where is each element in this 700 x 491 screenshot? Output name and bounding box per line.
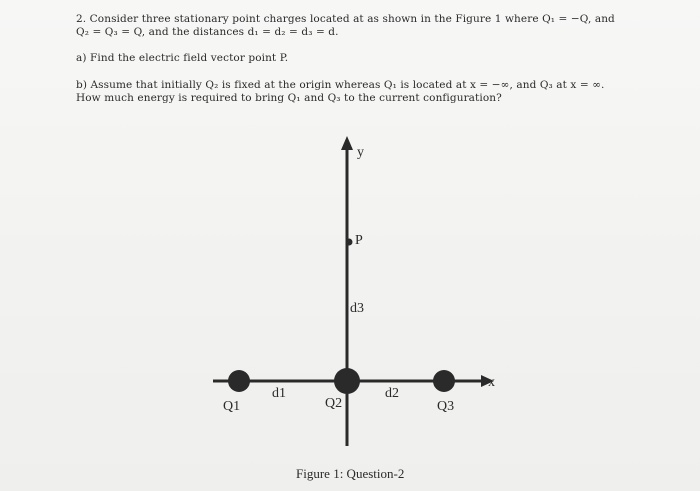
question-line-1: 2. Consider three stationary point charges located at as shown in the Figure 1 where Q₁ = −Q, and [76,13,615,25]
point-p-label: P [355,233,363,248]
d3-label: d3 [350,301,364,316]
d1-label: d1 [272,386,286,401]
q3-label: Q3 [437,399,455,414]
question-line-2: Q₂ = Q₃ = Q, and the distances d₁ = d₂ = d₃ = d. [76,26,339,38]
question-part-a: a) Find the electric field vector point P. [76,52,289,64]
d2-label: d2 [385,386,399,401]
q1-label: Q1 [223,399,241,414]
question-part-b-line-1: b) Assume that initially Q₂ is fixed at the origin whereas Q₁ is located at x = −∞, and Q₃ at x = ∞. [76,79,605,91]
q2-label: Q2 [325,396,343,411]
figure-caption: Figure 1: Question-2 [296,466,405,481]
charge-q3 [433,370,455,392]
charge-q1 [228,370,250,392]
question-part-b-line-2: How much energy is required to bring Q₁ and Q₃ to the current configuration? [76,92,502,104]
y-axis-arrowhead [341,136,353,150]
y-axis-label: y [357,145,364,160]
point-p-marker [346,239,353,246]
x-axis-label: x [488,375,495,390]
charge-q2 [334,368,360,394]
